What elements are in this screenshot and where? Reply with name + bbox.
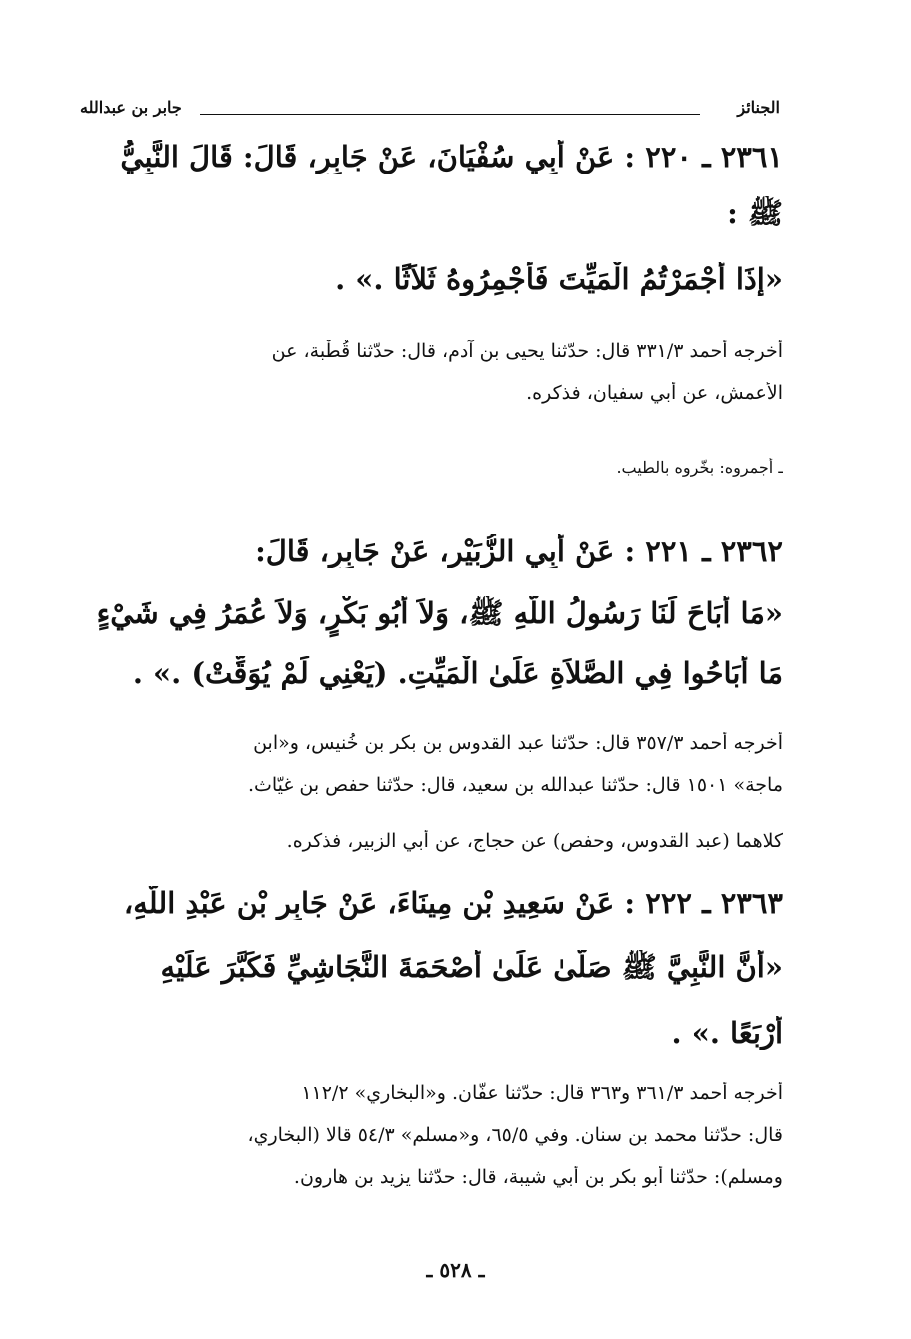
hadith-2361-text: «إِذَا أَجْمَرْتُمُ الْمَيِّتَ فَأَجْمِرُوهُ ثَلاَثًا .» .: [335, 262, 783, 296]
hadith-2363-takhrij-1: أخرجه أحمد ٣٦١/٣ و٣٦٣ قال: حدّثنا عفّان. و«البخاري» ١١٢/٢: [301, 1082, 783, 1104]
hadith-2361-gloss: ـ أجمروه: بخّروه بالطيب.: [616, 458, 783, 477]
hadith-2361-takhrij-1: أخرجه أحمد ٣٣١/٣ قال: حدّثنا يحيى بن آدم، قال: حدّثنا قُطْبة، عن: [271, 340, 783, 362]
section-title: جابر بن عبدالله: [80, 98, 182, 117]
hadith-2362-takhrij-3: كلاهما (عبد القدوس، وحفص) عن حجاج، عن أبي الزبير، فذكره.: [286, 830, 783, 852]
page-number: ـ ٥٢٨ ـ: [426, 1258, 485, 1282]
hadith-2362-text-1: «مَا أَبَاحَ لَنَا رَسُولُ اللَّهِ ﷺ، وَلاَ أَبُو بَكْرٍ، وَلاَ عُمَرُ فِي شَيْءٍ: [96, 596, 783, 630]
hadith-2363-heading: ٢٣٦٣ ـ ٢٢٢ : عَنْ سَعِيدِ بْنِ مِينَاءَ، عَنْ جَابِرِ بْنِ عَبْدِ اللَّهِ،: [123, 886, 783, 920]
hadith-2361-takhrij-2: الأعمش، عن أبي سفيان، فذكره.: [526, 382, 783, 404]
chapter-title: الجنائز: [737, 98, 780, 117]
hadith-2362-heading: ٢٣٦٢ ـ ٢٢١ : عَنْ أَبِي الزُّبَيْرِ، عَنْ جَابِرٍ، قَالَ:: [255, 534, 783, 568]
hadith-2363-takhrij-2: قال: حدّثنا محمد بن سنان. وفي ٦٥/٥، و«مسلم» ٥٤/٣ قالا (البخاري،: [247, 1124, 783, 1146]
running-header: [80, 98, 780, 124]
hadith-2363-takhrij-3: ومسلم): حدّثنا أبو بكر بن أبي شيبة، قال: حدّثنا يزيد بن هارون.: [293, 1166, 783, 1188]
hadith-2363-text-2: أَرْبَعًا .» .: [671, 1016, 783, 1050]
hadith-2361-heading-cont: ﷺ :: [727, 196, 783, 230]
hadith-2362-takhrij-1: أخرجه أحمد ٣٥٧/٣ قال: حدّثنا عبد القدوس بن بكر بن خُنيس، و«ابن: [253, 732, 783, 754]
hadith-2362-takhrij-2: ماجة» ١٥٠١ قال: حدّثنا عبدالله بن سعيد، قال: حدّثنا حفص بن غيّاث.: [247, 774, 783, 796]
hadith-2362-text-2: مَا أَبَاحُوا فِي الصَّلاَةِ عَلَىٰ الْمَيِّتِ. (يَعْنِي لَمْ يُوَقِّتْ) .» .: [132, 656, 783, 690]
hadith-2361-heading: ٢٣٦١ ـ ٢٢٠ : عَنْ أَبِي سُفْيَانَ، عَنْ جَابِرٍ، قَالَ: قَالَ النَّبِيُّ: [120, 140, 783, 174]
hadith-2363-text-1: «أَنَّ النَّبِيَّ ﷺ صَلَّىٰ عَلَىٰ أَصْحَمَةَ النَّجَاشِيِّ فَكَبَّرَ عَلَيْهِ: [160, 950, 783, 984]
header-rule: [200, 114, 700, 115]
